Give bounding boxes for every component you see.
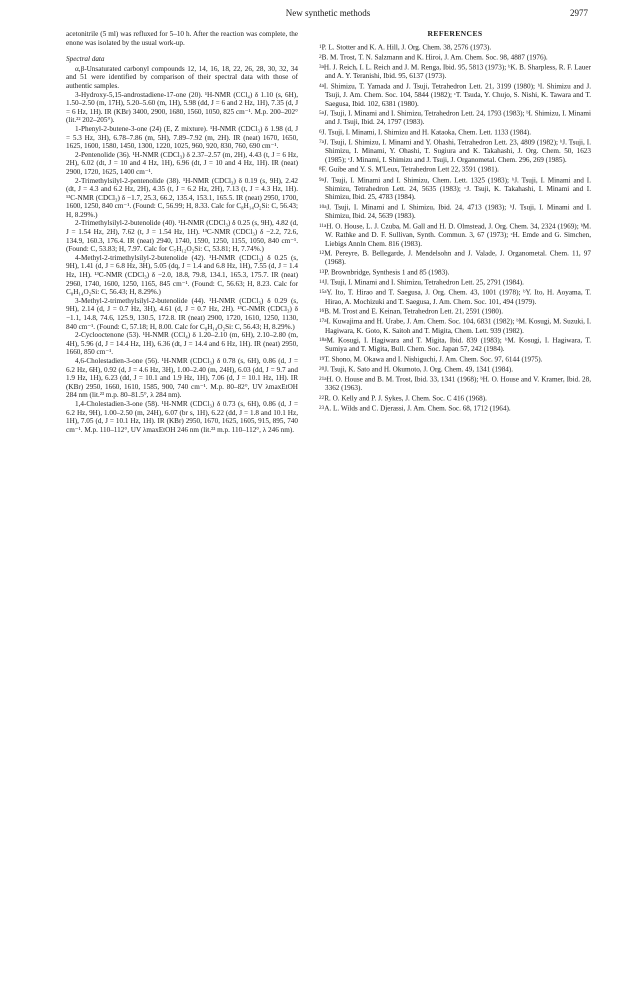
reference-text: J. Tsuji, I. Minami and I. Shimizu, Chem. Lett. 1325 (1983); ᵇJ. Tsuji, I. Minami and I. Shimizu, Tetrahedron Lett. 24, 5635 (1983); ᶜJ. Tsuji, K. Takahashi, I. Minami and I. Shimizu, Ibid. 25, 4783 (1984).	[323, 176, 591, 202]
reference-number: 18a	[319, 337, 327, 344]
reference-item	[319, 109, 591, 127]
reference-number: 20	[319, 366, 325, 373]
reference-item	[319, 128, 591, 137]
reference-text: J. Tsuji, I. Minami and I. Shimizu, Tetrahedron Lett. 24, 1793 (1983); ᵇI. Shimizu, I. Minami and J. Tsuji, Ibid. 24, 1797 (1983).	[323, 109, 591, 127]
spectral-paragraph: 4,6-Cholestadien-3-one (56). ¹H-NMR (CDCl₃) δ 0.78 (s, 6H), 0.86 (d, J = 6.2 Hz, 6H), 0.92 (d, J = 4.6 Hz, 3H), 1.00–2.40 (m, 24H), 6.03 (dd, J = 9.7 and 1.9 Hz, 1H), 6.23 (dd, J = 10.1 and 1.9 Hz, 1H), 7.06 (d, J = 10.1 Hz, 1H). IR (KBr) 2950, 1660, 1610, 1585, 900, 740 cm⁻¹. M.p. 80–82°, UV λmaxEtOH 284 nm (lit.²³ m.p. 80–81.5°, λ 284 nm).	[66, 356, 298, 400]
reference-item	[319, 63, 591, 81]
reference-text: P. Brownbridge, Synthesis 1 and 85 (1983).	[324, 268, 450, 277]
reference-item	[319, 176, 591, 202]
reference-item	[319, 404, 591, 413]
reference-number: 5a	[319, 110, 324, 117]
reference-number: 15a	[319, 289, 327, 296]
reference-text: J. Tsuji, K. Sato and H. Okumoto, J. Org. Chem. 49, 1341 (1984).	[324, 365, 514, 374]
reference-item	[319, 53, 591, 62]
reference-item	[319, 138, 591, 164]
reference-number: 12	[319, 250, 325, 257]
section-spacer	[66, 47, 298, 55]
spectral-data-list	[66, 65, 298, 435]
reference-text: T. Shono, M. Okawa and I. Nishiguchi, J. Am. Chem. Soc. 97, 6144 (1975).	[324, 355, 543, 364]
reference-number: 9a	[319, 176, 324, 183]
reference-item	[319, 355, 591, 364]
reference-text: H. O. House, L. J. Czuba, M. Gall and H. D. Olmstead, J. Org. Chem. 34, 2324 (1969); ᵇM. W. Rathke and D. F. Sullivan, Synth. Commun. 3, 67 (1973); ᶜH. Emde and G. Simchen, Liebigs Annln Chem. 816 (1983).	[325, 222, 591, 248]
reference-text: J. Tsuji, I. Shimizu, I. Minami and Y. Ohashi, Tetrahedron Lett. 23, 4809 (1982); ᵇJ. Tsuji, I. Shimizu, I. Minami, Y. Ohashi, T. Sugiura and K. Takahashi, J. Org. Chem. 50, 1623 (1985); ᶜJ. Minami, I. Shimizu and J. Tsuji, J. Organometal. Chem. 296, 269 (1985).	[323, 138, 591, 164]
page-number: 2977	[570, 8, 588, 18]
reference-item	[319, 249, 591, 267]
reference-text: I. Shimizu, T. Yamada and J. Tsuji, Tetrahedron Lett. 21, 3199 (1980); ᵇI. Shimizu and J. Tsuji, J. Am. Chem. Soc. 104, 5844 (1982); ᶜT. Tsuda, Y. Chujo, S. Nishi, K. Tawara and T. Saegusa, Ibid. 102, 6381 (1980).	[323, 82, 591, 108]
reference-item	[319, 222, 591, 248]
spectral-paragraph: 2-Trimethylsilyl-2-pentenolide (38). ¹H-NMR (CDCl₃) δ 0.19 (s, 9H), 2.42 (dt, J = 4.3 and 6.2 Hz, 2H), 4.35 (t, J = 6.2 Hz, 2H), 7.13 (t, J = 4.3 Hz, 1H). ¹³C-NMR (CDCl₃) δ −1.7, 25.3, 66.2, 135.4, 153.1, 165.5. IR (neat) 2950, 1700, 1600, 1250, 840 cm⁻¹. (Found: C, 56.99; H, 8.33. Calc for C₈H₁₄O₂Si: C, 56.43; H, 8.29%.)	[66, 176, 298, 219]
section-heading: Spectral data	[66, 55, 105, 64]
reference-item	[319, 165, 591, 174]
reference-number: 4a	[319, 82, 324, 89]
reference-list	[319, 43, 591, 414]
reference-text: J. Tsuji, I. Minami, I. Shimizu and H. Kataoka, Chem. Lett. 1133 (1984).	[321, 128, 532, 137]
running-header	[68, 8, 588, 22]
reference-text: H. J. Reich, I. L. Reich and J. M. Renga, Ibid. 95, 5813 (1973); ᵇK. B. Sharpless, R. F. Lauer and A. Y. Teranishi, Ibid. 95, 6137 (1973).	[323, 63, 591, 81]
reference-text: B. M. Trost and E. Keinan, Tetrahedron Lett. 21, 2591 (1980).	[324, 307, 504, 316]
reference-number: 1	[319, 43, 322, 50]
reference-text: I. Kuwajima and H. Urabe, J. Am. Chem. Soc. 104, 6831 (1982); ᵇM. Kosugi, M. Suzuki, I. Hagiwara, K. Goto, K. Saitoh and T. Migita, Chem. Lett. 939 (1982).	[325, 317, 591, 335]
reference-number: 10a	[319, 204, 327, 211]
reference-item	[319, 394, 591, 403]
reference-text: H. O. House and B. M. Trost, Ibid. 33, 1341 (1968); ᵇH. O. House and V. Kramer, Ibid. 28, 3362 (1963).	[325, 375, 591, 393]
reference-number: 2	[319, 53, 322, 60]
reference-number: 6	[319, 128, 322, 135]
reference-item	[319, 82, 591, 108]
reference-text: P. L. Stotter and K. A. Hill, J. Org. Chem. 38, 2576 (1973).	[321, 43, 492, 52]
references-title: REFERENCES	[427, 29, 483, 38]
reference-item	[319, 288, 591, 306]
reference-number: 17a	[319, 318, 327, 325]
reference-text: F. Guibe and Y. S. M'Leux, Tetrahedron Lett 22, 3591 (1981).	[321, 166, 499, 175]
reference-number: 21a	[319, 376, 327, 383]
spectral-paragraph: α,β-Unsaturated carbonyl compounds 12, 14, 16, 18, 22, 26, 28, 30, 32, 34 and 51 were identified by comparison of their spectral data with those of authentic samples.	[66, 64, 298, 90]
reference-number: 8	[319, 166, 322, 173]
reference-item	[319, 307, 591, 316]
spectral-paragraph: 3-Methyl-2-trimethylsilyl-2-butenolide (44). ¹H-NMR (CDCl₃) δ 0.29 (s, 9H), 2.14 (d, J = 0.7 Hz, 3H), 4.61 (d, J = 0.7 Hz, 2H). ¹³C-NMR (CDCl₃) δ −1.1, 14.8, 74.6, 125.9, 130.5, 172.8. IR (neat) 2900, 1720, 1610, 1250, 1130, 840 cm⁻¹. (Found: C, 57.18; H, 8.00. Calc for C₈H₁₄O₂Si: C, 56.43; H, 8.29%.)	[66, 296, 298, 331]
spectral-paragraph: 3-Hydroxy-5,15-androstadiene-17-one (20). ¹H-NMR (CCl₄) δ 1.10 (s, 6H), 1.50–2.50 (m, 17H), 5.20–5.60 (m, 1H), 5.98 (dd, J = 6 and 2 Hz, 1H), 7.35 (d, J = 6 Hz, 1H). IR (KBr) 3400, 2900, 1680, 1560, 1050, 825 cm⁻¹. M.p. 200–202° (lit.²² 202–205°).	[66, 90, 298, 125]
reference-number: 22	[319, 395, 325, 402]
reference-number: 13	[319, 268, 325, 275]
spectral-paragraph: 2-Pentenolide (36). ¹H-NMR (CDCl₃) δ 2.37–2.57 (m, 2H), 4.43 (t, J = 6 Hz, 2H), 6.02 (dt, J = 10 and 4 Hz, 1H), 6.96 (dt, J = 10 and 4 Hz, 1H). IR (neat) 2900, 1720, 1625, 1400 cm⁻¹.	[66, 150, 298, 176]
running-title: New synthetic methods	[285, 8, 371, 18]
reference-number: 23	[319, 405, 325, 412]
reference-number: 7a	[319, 139, 324, 146]
reference-text: J. Tsuji, I. Minami and I. Shimizu, Tetrahedron Lett. 25, 2791 (1984).	[324, 278, 524, 287]
reference-item	[319, 278, 591, 287]
reference-item	[319, 375, 591, 393]
left-column	[66, 30, 298, 434]
right-column	[319, 30, 591, 414]
intro-paragraph: acetonitrile (5 ml) was refluxed for 5–10 h. After the reaction was complete, the enone was isolated by the usual work-up.	[66, 30, 298, 47]
reference-text: Y. Ito, T. Hirao and T. Saegusa, J. Org. Chem. 43, 1001 (1978); ᵇY. Ito, H. Aoyama, T. Hirao, A. Mochizuki and T. Saegusa, J. Am. Chem. Soc. 101, 494 (1979).	[325, 288, 591, 306]
spectral-paragraph: 2-Trimethylsilyl-2-butenolide (40). ¹H-NMR (CDCl₃) δ 0.25 (s, 9H), 4.82 (d, J = 1.54 Hz, 2H), 7.62 (t, J = 1.54 Hz, 1H). ¹³C-NMR (CDCl₃) δ −2.2, 72.6, 134.9, 160.3, 176.4. IR (neat) 2940, 1740, 1590, 1250, 1155, 1050, 840 cm⁻¹. (Found: C, 53.83; H, 7.97. Calc for C₇H₁₂O₂Si: C, 53.81; H, 7.74%.)	[66, 219, 298, 254]
reference-text: R. O. Kelly and P. J. Sykes, J. Chem. Soc. C 416 (1968).	[324, 394, 487, 403]
reference-text: B. M. Trost, T. N. Salzmann and K. Hiroi, J. Am. Chem. Soc. 98, 4887 (1976).	[321, 53, 548, 62]
reference-item	[319, 336, 591, 354]
reference-item	[319, 268, 591, 277]
spectral-paragraph: 1-Phenyl-2-butene-3-one (24) (E, Z mixture). ¹H-NMR (CDCl₃) δ 1.98 (d, J = 5.3 Hz, 3H), 6.78–7.86 (m, 5H), 7.89–7.92 (m, 2H). IR (neat) 1670, 1650, 1625, 1600, 1580, 1450, 1300, 1220, 1025, 960, 920, 830, 760, 690 cm⁻¹.	[66, 124, 298, 151]
reference-number: 14	[319, 279, 325, 286]
reference-number: 11a	[319, 222, 327, 229]
reference-text: M. Pereyre, B. Bellegarde, J. Mendelsohn and J. Valade, J. Organometal. Chem. 11, 97 (1968).	[324, 249, 591, 267]
reference-item	[319, 203, 591, 221]
spectral-paragraph: 4-Methyl-2-trimethylsilyl-2-butenolide (42). ¹H-NMR (CDCl₃) δ 0.25 (s, 9H), 1.41 (d, J = 6.8 Hz, 3H), 5.05 (dq, J = 1.4 and 6.8 Hz, 1H), 7.55 (d, J = 1.4 Hz, 1H). ¹³C-NMR (CDCl₃) δ −2.0, 18.8, 79.8, 134.1, 165.3, 175.7. IR (neat) 2960, 1740, 1600, 1250, 1165, 845 cm⁻¹. (Found: C, 56.63; H, 8.23. Calc for C₈H₁₄O₂Si: C, 56.43; H, 8.29%.)	[66, 253, 298, 297]
reference-text: J. Tsuji, I. Minami and I. Shimizu, Ibid. 24, 4713 (1983); ᵇJ. Tsuji, I. Minami and I. Shimizu, Ibid. 24, 5639 (1983).	[325, 203, 591, 221]
reference-text: M. Kosugi, I. Hagiwara and T. Migita, Ibid. 839 (1983); ᵇM. Kosugi, I. Hagiwara, T. Sumiya and T. Migita, Bull. Chem. Soc. Japan 57, 242 (1984).	[325, 336, 591, 354]
reference-item	[319, 365, 591, 374]
reference-number: 3a	[319, 63, 324, 70]
reference-item	[319, 317, 591, 335]
reference-text: A. L. Wilds and C. Djerassi, J. Am. Chem. Soc. 68, 1712 (1964).	[324, 404, 511, 413]
reference-number: 19	[319, 355, 325, 362]
reference-item	[319, 43, 591, 52]
spectral-paragraph: 1,4-Cholestadien-3-one (58). ¹H-NMR (CDCl₃) δ 0.73 (s, 6H), 0.86 (d, J = 6.2 Hz, 9H), 1.00–2.50 (m, 24H), 6.07 (br s, 1H), 6.22 (dd, J = 1.8 and 10.1 Hz, 1H), 7.05 (d, J = 10.1 Hz, 1H). IR (KBr) 2950, 1670, 1625, 1605, 915, 895, 740 cm⁻¹. M.p. 110–112°, UV λmaxEtOH 246 nm (lit.²³ m.p. 110–112°, λ 246 nm).	[66, 399, 298, 434]
spectral-paragraph: 2-Cyclooctenone (53). ¹H-NMR (CCl₄) δ 1.20–2.10 (m, 6H), 2.10–2.80 (m, 4H), 5.96 (d, J = 14.4 Hz, 1H), 6.36 (dt, J = 14.4 and 6 Hz, 1H). IR (neat) 2950, 1660, 850 cm⁻¹.	[66, 331, 298, 357]
reference-number: 16	[319, 308, 325, 315]
